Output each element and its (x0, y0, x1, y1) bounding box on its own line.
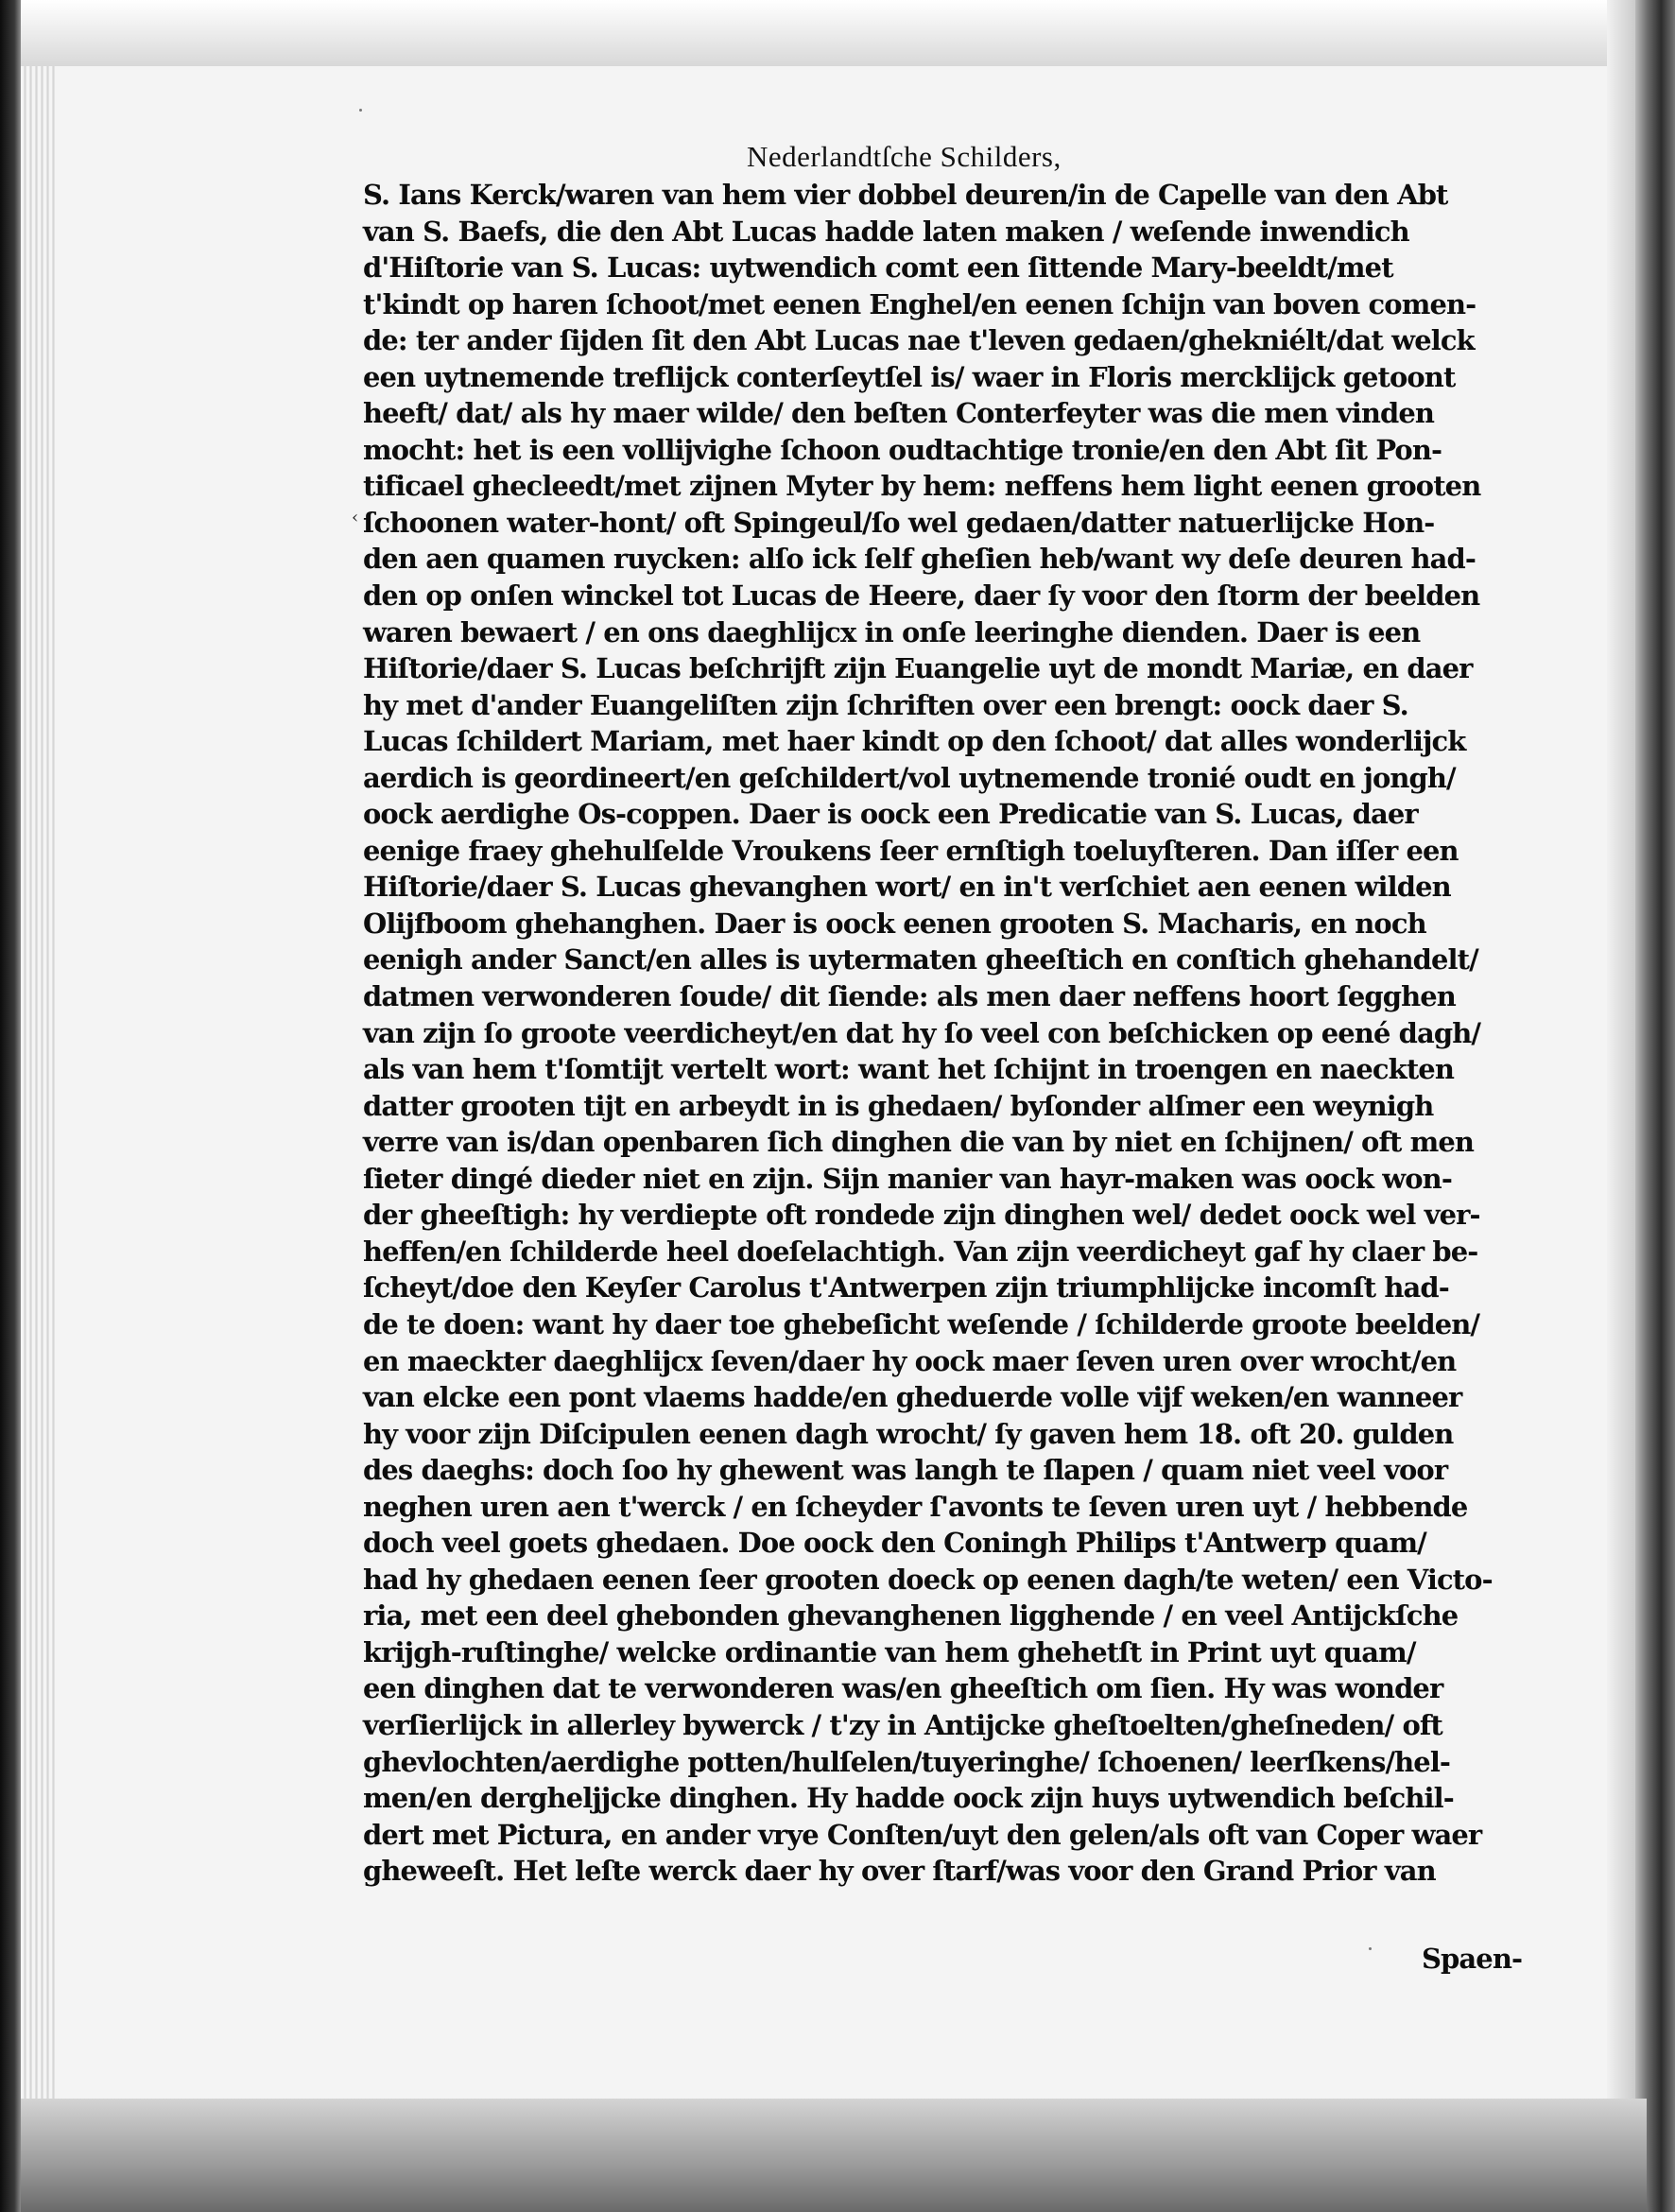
text-line: den op onſen winckel tot Lucas de Heere, daer ſy voor den ſtorm der beelden (363, 579, 1480, 613)
text-line: van zijn ſo groote veerdicheyt/en dat hy ſo veel con beſchicken op eené dagh/ (363, 1016, 1481, 1049)
body-text (363, 177, 1554, 1890)
text-line: des daeghs: doch ſoo hy ghewent was langh te ſlapen / quam niet veel voor (363, 1454, 1448, 1487)
text-line: Lucas ſchildert Mariam, met haer kindt op den ſchoot/ dat alles wonderlijck (363, 725, 1466, 758)
text-line: van elcke een pont vlaems hadde/en gheduerde volle vijf weken/en wanneer (363, 1381, 1462, 1414)
text-line: ria, met een deel ghebonden ghevanghenen ligghende / en veel Antijckſche (363, 1599, 1459, 1633)
text-line: de te doen: want hy daer toe ghebeſicht weſende / ſchilderde groote beelden/ (363, 1307, 1480, 1340)
text-line: krijgh-ruſtinghe/ welcke ordinantie van hem ghehetſt in Print uyt quam/ (363, 1635, 1416, 1668)
paper-speck (1369, 1947, 1372, 1950)
text-line: had hy ghedaen eenen ſeer grooten doeck op eenen dagh/te weten/ een Victo- (363, 1563, 1493, 1596)
page-stack-edges (21, 66, 57, 2099)
text-line: t'kindt op haren ſchoot/met eenen Enghel/en eenen ſchijn van boven comen- (363, 287, 1476, 320)
text-line: mocht: het is een vollijvighe ſchoon oudtachtige tronie/en den Abt ſit Pon- (363, 433, 1442, 466)
text-line: neghen uren aen t'werck / en ſcheyder ſ'avonts te ſeven uren uyt / hebbende (363, 1490, 1468, 1523)
text-line: een dinghen dat te verwonderen was/en gheeſtich om ſien. Hy was wonder (363, 1672, 1443, 1705)
spine-gutter (1607, 0, 1635, 2212)
text-line: als van hem t'ſomtijt vertelt wort: want het ſchijnt in troengen en naeckten (363, 1053, 1454, 1086)
text-line: datmen verwonderen ſoude/ dit ſiende: als men daer neffens hoort ſegghen (363, 980, 1456, 1013)
paper-speck (359, 109, 362, 112)
text-line: ſcheyt/doe den Keyſer Carolus t'Antwerpen zijn triumphlijcke incomſt had- (363, 1271, 1449, 1305)
margin-mark: ‹ (352, 508, 359, 527)
text-line: oock aerdighe Os-coppen. Daer is oock een Predicatie van S. Lucas, daer (363, 798, 1418, 831)
top-page-edge (21, 0, 1647, 66)
catchword: Spaen- (1422, 1943, 1523, 1975)
text-line: gheweeſt. Het leſte werck daer hy over ſtarf/was voor den Grand Prior van (363, 1855, 1436, 1888)
text-line: heffen/en ſchilderde heel doeſelachtigh. Van zijn veerdicheyt gaf hy claer be- (363, 1235, 1478, 1268)
text-line: den aen quamen ruycken: alſo ick ſelf gheſien heb/want wy deſe deuren had- (363, 543, 1476, 576)
text-line: datter grooten tijt en arbeydt in is ghedaen/ byſonder alſmer een weynigh (363, 1089, 1434, 1122)
text-line: hy voor zijn Diſcipulen eenen dagh wrocht/ ſy gaven hem 18. oft 20. gulden (363, 1417, 1454, 1450)
text-line: d'Hiſtorie van S. Lucas: uytwendich comt een ſittende Mary-beeldt/met (363, 251, 1393, 285)
text-line: en maeckter daeghlijcx ſeven/daer hy oock maer ſeven uren over wrocht/en (363, 1344, 1457, 1377)
text-line: verſierlijck in allerley bywerck / t'zy in Antijcke gheſtoelten/gheſneden/ oft (363, 1708, 1442, 1741)
text-line: eenigh ander Sanct/en alles is uytermaten gheeſtich en conſtich ghehandelt/ (363, 943, 1478, 976)
text-line: verre van is/dan openbaren ſich dinghen die van by niet en ſchijnen/ oft men (363, 1126, 1475, 1159)
text-line: ſieter dingé dieder niet en zijn. Sijn manier van hayr-maken was oock won- (363, 1162, 1452, 1195)
text-line: S. Ians Kerck/waren van hem vier dobbel deuren/in de Capelle van den Abt (363, 179, 1448, 211)
right-binding-shadow (1635, 0, 1675, 2212)
text-line: der gheeſtigh: hy verdiepte oft rondede zijn dinghen wel/ dedet oock wel ver- (363, 1199, 1480, 1232)
text-line: ghevlochten/aerdighe potten/hulſelen/tuyeringhe/ ſchoenen/ leerſkens/hel- (363, 1745, 1451, 1778)
text-line: doch veel goets ghedaen. Doe oock den Coningh Philips t'Antwerp quam/ (363, 1527, 1426, 1560)
running-head: Nederlandtſche Schilders, (747, 140, 1062, 173)
bottom-page-edge (21, 2099, 1647, 2212)
text-line: de: ter ander ſijden ſit den Abt Lucas nae t'leven gedaen/ghekniélt/dat welck (363, 324, 1475, 357)
text-line: heeft/ dat/ als hy maer wilde/ den beſten Conterfeyter was die men vinden (363, 397, 1435, 430)
text-line: hy met d'ander Euangeliſten zijn ſchriften over een brengt: oock daer S. (363, 688, 1408, 721)
text-line: ſchoonen water-hont/ oft Spingeul/ſo wel gedaen/datter natuerlijcke Hon- (363, 506, 1435, 539)
text-line: dert met Pictura, en ander vrye Conſten/uyt den gelen/als oft van Coper waer (363, 1818, 1482, 1851)
text-line: waren bewaert / en ons daeghlijcx in onſe leeringhe dienden. Daer is een (363, 615, 1421, 648)
text-line: een uytnemende treflijck conterſeytſel is/ waer in Floris mercklijck getoont (363, 360, 1456, 393)
text-line: men/en dergheljjcke dinghen. Hy hadde oock zijn huys uytwendich beſchil- (363, 1782, 1454, 1815)
text-line: Hiſtorie/daer S. Lucas ghevanghen wort/ en in't verſchiet aen eenen wilden (363, 871, 1451, 904)
text-line: eenige fraey ghehulſelde Vroukens ſeer ernſtigh toeluyſteren. Dan iſſer een (363, 834, 1459, 867)
text-line: tificael ghecleedt/met zijnen Myter by hem: neffens hem light eenen grooten (363, 470, 1481, 503)
text-line: aerdich is geordineert/en geſchildert/vol uytnemende tronié oudt en jongh/ (363, 761, 1456, 794)
text-line: Hiſtorie/daer S. Lucas beſchrijft zijn Euangelie uyt de mondt Mariæ, en daer (363, 652, 1473, 685)
text-line: Olijfboom ghehanghen. Daer is oock eenen grooten S. Macharis, en noch (363, 907, 1426, 940)
text-line: van S. Baefs, die den Abt Lucas hadde laten maken / weſende inwendich (363, 215, 1409, 248)
left-binding-shadow (0, 0, 21, 2212)
